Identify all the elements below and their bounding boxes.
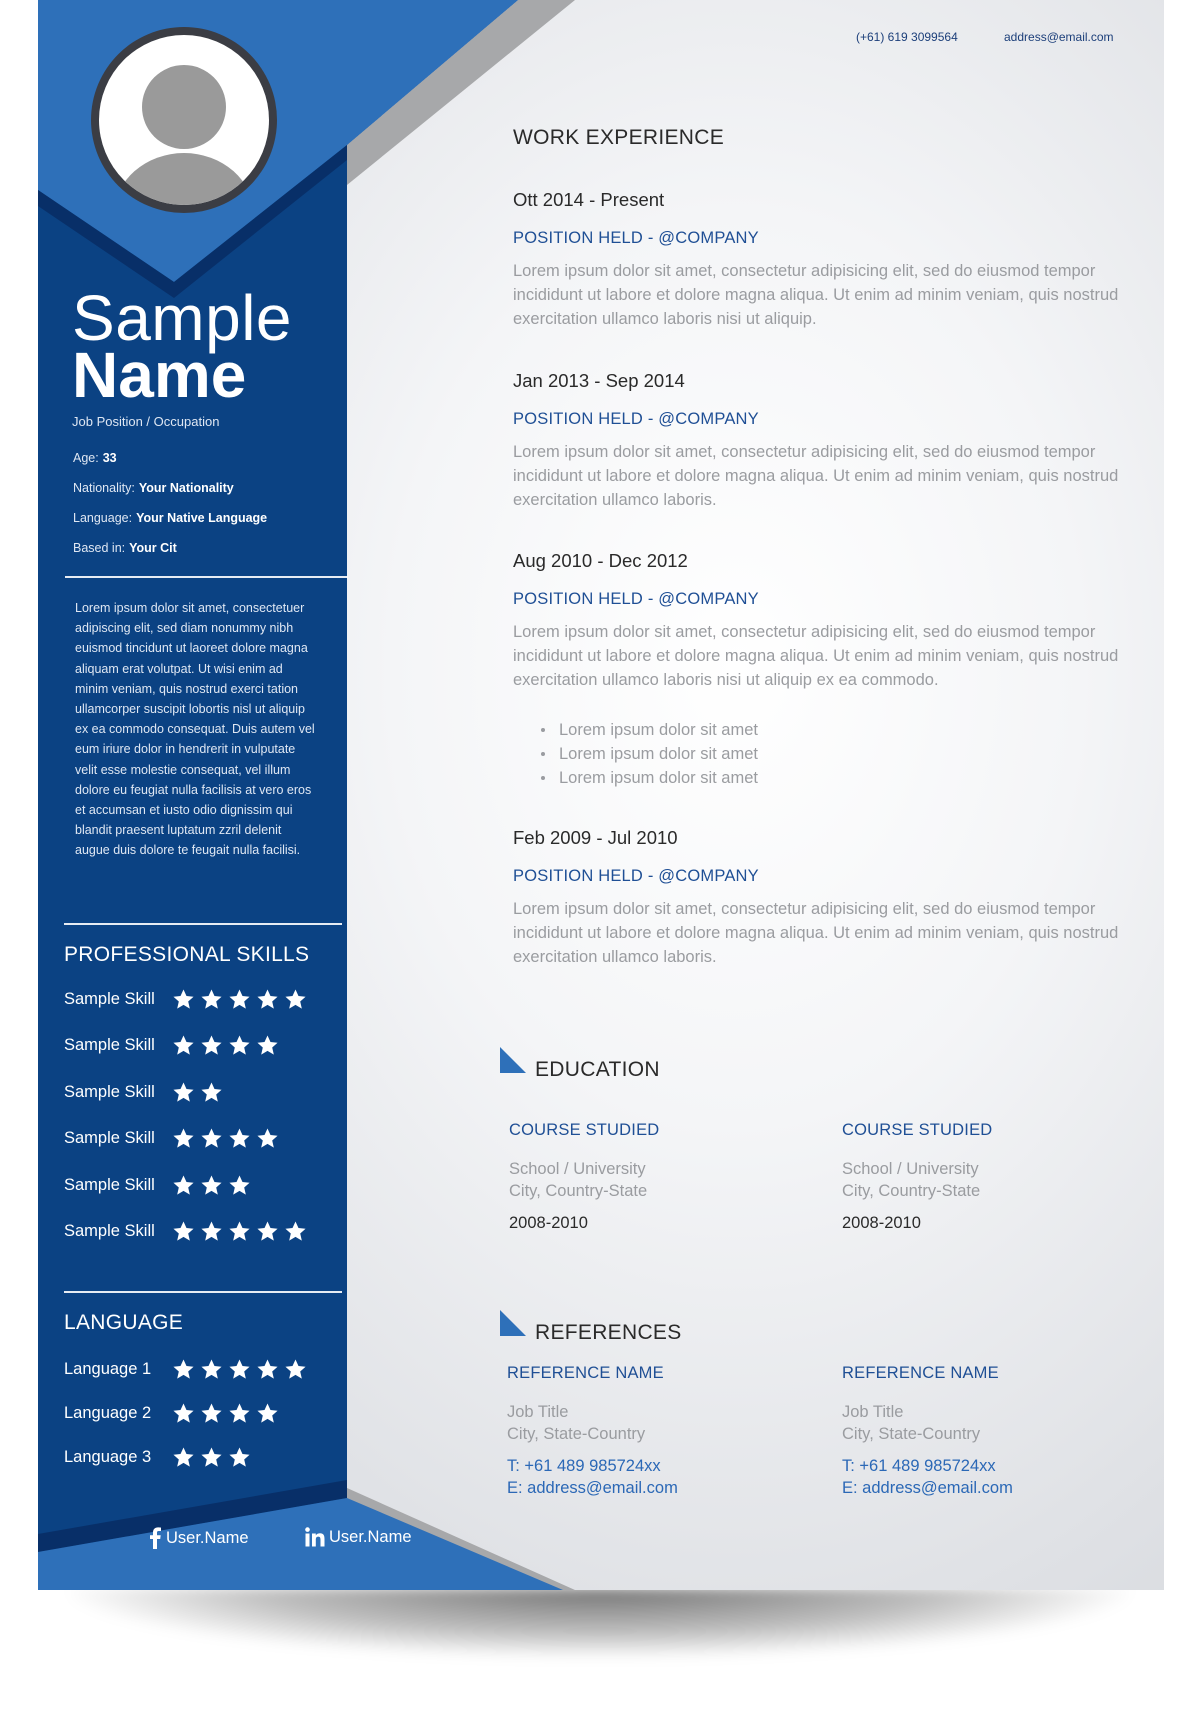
star-icon (228, 988, 251, 1011)
school-location: City, Country-State (842, 1182, 981, 1200)
skill-row (64, 1170, 334, 1200)
work-description: Lorem ipsum dolor sit amet, consectetur adipisicing elit, sed do eiusmod tempor incididunt ut labore et dolore magna aliqua. Ut enim ad minim veniam, quis nostrud exercitation ullamco laboris. (513, 900, 1119, 966)
detail-language: Language: Your Native Language (73, 511, 268, 525)
detail-age: Age: 33 (73, 451, 117, 465)
star-icon (200, 988, 223, 1011)
star-rating (172, 1127, 279, 1150)
language-heading: LANGUAGE (64, 1311, 184, 1334)
skill-label: Language 1 (64, 1359, 152, 1378)
education-heading: EDUCATION (535, 1058, 660, 1081)
work-description: Lorem ipsum dolor sit amet, consectetur adipisicing elit, sed do eiusmod tempor incididunt ut labore et dolore magna aliqua. Ut enim ad minim veniam, quis nostrud exercitation ullamco laboris. (513, 443, 1119, 509)
work-position: POSITION HELD - @COMPANY (513, 229, 759, 247)
skill-label: Sample Skill (64, 989, 155, 1008)
skill-row (64, 1354, 334, 1384)
contact-phone[interactable]: (+61) 619 3099564 (856, 30, 958, 44)
work-date: Jan 2013 - Sep 2014 (513, 370, 685, 391)
first-name: Sample (72, 282, 292, 354)
resume-page (38, 0, 1164, 1590)
linkedin-icon (305, 1527, 325, 1547)
avatar (91, 27, 277, 213)
star-icon (284, 1220, 307, 1243)
detail-nationality: Nationality: Your Nationality (73, 481, 234, 495)
school-name: School / University (842, 1160, 979, 1178)
star-icon (200, 1220, 223, 1243)
course-title: COURSE STUDIED (509, 1121, 660, 1139)
star-icon (200, 1127, 223, 1150)
linkedin-username: User.Name (329, 1527, 412, 1546)
references-triangle-icon (500, 1310, 528, 1340)
star-icon (228, 1174, 251, 1197)
bio-text: Lorem ipsum dolor sit amet, consectetuer adipiscing elit, sed diam nonummy nibh euismod tincidunt ut laoreet dolore magna aliquam erat volutpat. Ut wisi enim ad minim veniam, quis nostrud exerci tation ullamcorper suscipit lobortis nisl ut aliquip ex ea commodo consequat. Duis autem vel eum iriure dolor in hendrerit in vulputate velit esse molestie consequat, vel illum dolore eu feugiat nulla facilisis at vero eros et accumsan et iusto odio dignissim qui blandit praesent luptatum zzril delenit augue duis dolore te feugait nulla facilisi. (75, 601, 315, 858)
star-icon (172, 1220, 195, 1243)
skill-row (64, 1077, 334, 1107)
reference-job-title: Job Title (842, 1403, 904, 1421)
star-icon (200, 1174, 223, 1197)
star-icon (200, 1081, 223, 1104)
facebook-link[interactable] (148, 1527, 249, 1549)
skill-row (64, 1398, 334, 1428)
star-icon (172, 1081, 195, 1104)
facebook-username: User.Name (166, 1528, 249, 1547)
star-icon (172, 1358, 195, 1381)
skill-label: Sample Skill (64, 1129, 155, 1147)
skill-row (64, 1031, 334, 1061)
star-rating (172, 1402, 279, 1425)
star-icon (172, 1034, 195, 1057)
star-icon (228, 1358, 251, 1381)
reference-name: REFERENCE NAME (507, 1364, 664, 1382)
reference-job-title: Job Title (507, 1403, 569, 1421)
skill-label: Language 2 (64, 1403, 152, 1422)
divider (65, 576, 348, 578)
star-icon (200, 1358, 223, 1381)
star-icon (228, 1402, 251, 1425)
star-rating (172, 988, 307, 1011)
facebook-icon (148, 1527, 162, 1549)
star-icon (256, 1127, 279, 1150)
course-years: 2008-2010 (509, 1214, 588, 1232)
page-shadow (70, 1588, 1130, 1658)
skill-label: Sample Skill (64, 1175, 155, 1194)
star-icon (200, 1034, 223, 1057)
work-description: Lorem ipsum dolor sit amet, consectetur adipisicing elit, sed do eiusmod tempor incididunt ut labore et dolore magna aliqua. Ut enim ad minim veniam, quis nostrud exercitation ullamco laboris nisi ut aliquip. (513, 262, 1119, 328)
reference-email[interactable]: E: address@email.com (507, 1479, 678, 1497)
divider (64, 1291, 342, 1293)
skill-row (64, 1217, 334, 1247)
star-icon (256, 1034, 279, 1057)
school-location: City, Country-State (509, 1182, 648, 1200)
star-rating (172, 1034, 279, 1057)
work-description: Lorem ipsum dolor sit amet, consectetur adipisicing elit, sed do eiusmod tempor incididunt ut labore et dolore magna aliqua. Ut enim ad minim veniam, quis nostrud exercitation ullamco laboris nisi ut aliquip ex ea commodo. (513, 623, 1119, 689)
star-icon (228, 1127, 251, 1150)
star-rating (172, 1081, 223, 1104)
work-date: Aug 2010 - Dec 2012 (513, 550, 688, 571)
star-rating (172, 1446, 251, 1469)
work-date: Feb 2009 - Jul 2010 (513, 827, 678, 848)
skill-label: Sample Skill (64, 1036, 155, 1054)
star-icon (172, 1127, 195, 1150)
star-icon (284, 1358, 307, 1381)
reference-phone[interactable]: T: +61 489 985724xx (507, 1457, 661, 1475)
work-position: POSITION HELD - @COMPANY (513, 590, 759, 608)
work-position: POSITION HELD - @COMPANY (513, 867, 759, 885)
detail-based-in: Based in: Your Cit (73, 541, 177, 555)
work-bullet-list (543, 718, 758, 790)
star-rating (172, 1174, 251, 1197)
list-item: Lorem ipsum dolor sit amet (543, 742, 758, 766)
linkedin-link[interactable] (305, 1527, 412, 1547)
star-icon (228, 1034, 251, 1057)
contact-email[interactable]: address@email.com (1004, 30, 1114, 44)
star-rating (172, 1220, 307, 1243)
star-icon (200, 1446, 223, 1469)
work-date: Ott 2014 - Present (513, 189, 665, 210)
reference-phone[interactable]: T: +61 489 985724xx (842, 1457, 996, 1475)
last-name: Name (72, 339, 247, 411)
reference-location: City, State-Country (507, 1425, 646, 1443)
star-rating (172, 1358, 307, 1381)
star-icon (256, 1358, 279, 1381)
list-item: Lorem ipsum dolor sit amet (543, 718, 758, 742)
star-icon (228, 1446, 251, 1469)
skill-label: Language 3 (64, 1447, 152, 1466)
star-icon (256, 988, 279, 1011)
course-years: 2008-2010 (842, 1214, 921, 1232)
skill-label: Sample Skill (64, 1082, 155, 1101)
course-title: COURSE STUDIED (842, 1121, 993, 1139)
skill-row (64, 1124, 334, 1154)
skill-row (64, 984, 334, 1014)
work-experience-heading: WORK EXPERIENCE (513, 126, 725, 149)
user-silhouette-icon (99, 35, 269, 205)
job-position: Job Position / Occupation (72, 414, 220, 429)
star-icon (172, 988, 195, 1011)
reference-email[interactable]: E: address@email.com (842, 1479, 1013, 1497)
star-icon (284, 988, 307, 1011)
education-triangle-icon (500, 1047, 528, 1077)
school-name: School / University (509, 1160, 646, 1178)
star-icon (200, 1402, 223, 1425)
skill-row (64, 1442, 334, 1472)
skills-heading: PROFESSIONAL SKILLS (64, 943, 310, 966)
references-heading: REFERENCES (535, 1321, 682, 1344)
list-item: Lorem ipsum dolor sit amet (543, 766, 758, 790)
star-icon (172, 1174, 195, 1197)
star-icon (256, 1220, 279, 1243)
work-position: POSITION HELD - @COMPANY (513, 410, 759, 428)
star-icon (172, 1446, 195, 1469)
star-icon (228, 1220, 251, 1243)
star-icon (256, 1402, 279, 1425)
divider (64, 923, 342, 925)
star-icon (172, 1402, 195, 1425)
reference-location: City, State-Country (842, 1425, 981, 1443)
skill-label: Sample Skill (64, 1222, 155, 1240)
reference-name: REFERENCE NAME (842, 1364, 999, 1382)
